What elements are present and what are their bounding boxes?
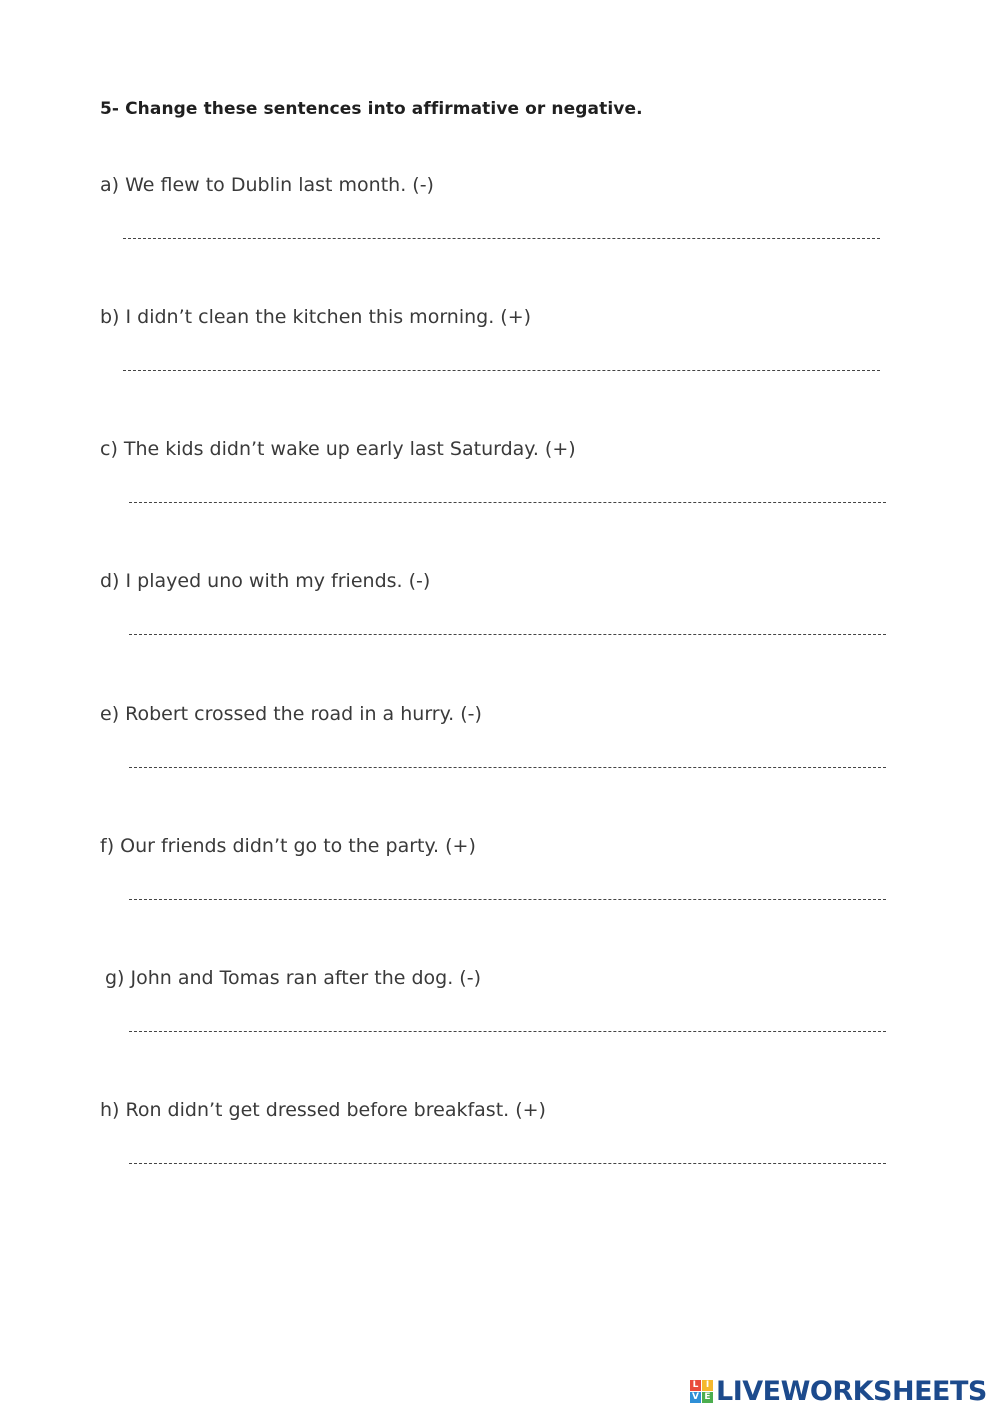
exercise-item-g: g) John and Tomas ran after the dog. (-) [105, 967, 481, 989]
logo-mark-tile: V [690, 1392, 701, 1403]
liveworksheets-logo [690, 1374, 987, 1408]
exercise-item-b: b) I didn’t clean the kitchen this morning. (+) [100, 306, 532, 328]
instruction-heading: 5- Change these sentences into affirmative or negative. [100, 99, 643, 119]
liveworksheets-logo-icon [690, 1380, 713, 1403]
exercise-item-c: c) The kids didn’t wake up early last Saturday. (+) [100, 438, 576, 460]
logo-mark-tile: I [702, 1380, 713, 1391]
answer-line-b[interactable] [123, 370, 880, 371]
answer-line-a[interactable] [123, 238, 880, 239]
exercise-item-f: f) Our friends didn’t go to the party. (+) [100, 835, 476, 857]
answer-line-d[interactable] [129, 634, 886, 635]
logo-mark-tile: E [702, 1392, 713, 1403]
answer-line-f[interactable] [129, 899, 886, 900]
liveworksheets-brand-text: LIVEWORKSHEETS [716, 1375, 987, 1407]
exercise-item-e: e) Robert crossed the road in a hurry. (-) [100, 703, 482, 725]
exercise-item-a: a) We flew to Dublin last month. (-) [100, 174, 434, 196]
answer-line-h[interactable] [129, 1163, 886, 1164]
answer-line-c[interactable] [129, 502, 886, 503]
exercise-item-h: h) Ron didn’t get dressed before breakfast. (+) [100, 1099, 546, 1121]
answer-line-g[interactable] [129, 1031, 886, 1032]
answer-line-e[interactable] [129, 767, 886, 768]
logo-mark-tile: L [690, 1380, 701, 1391]
exercise-item-d: d) I played uno with my friends. (-) [100, 570, 431, 592]
